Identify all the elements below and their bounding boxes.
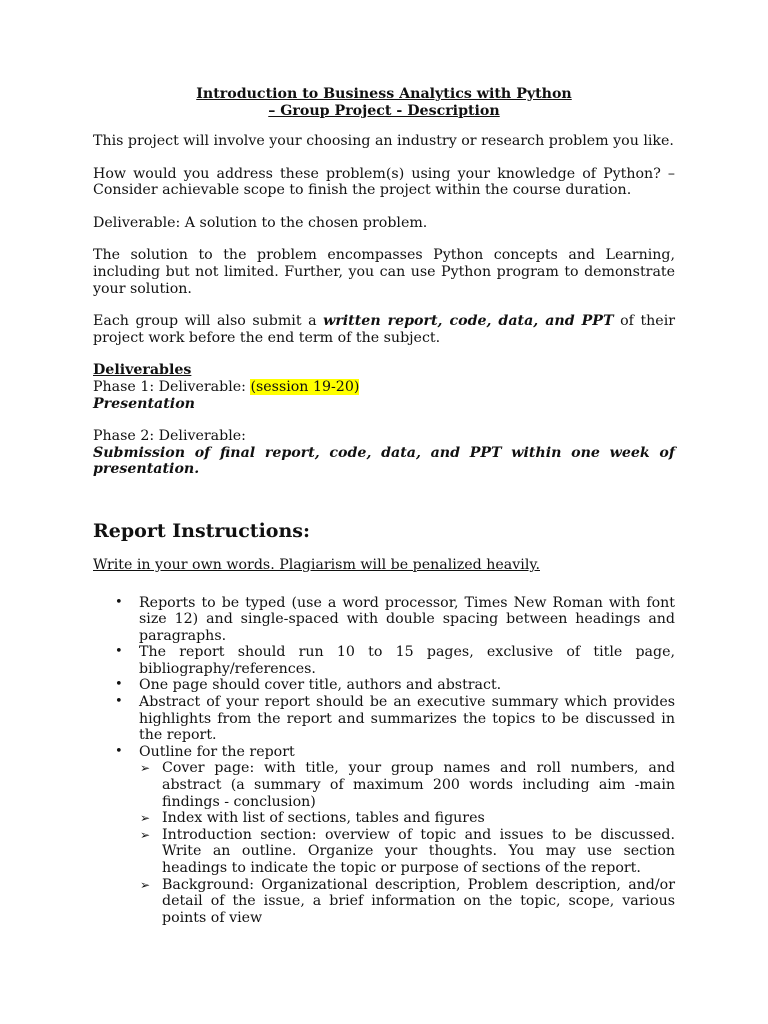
submission-prefix: Each group will also submit a (93, 313, 324, 330)
question-paragraph: How would you address these problem(s) using your knowledge of Python? – Consider achievable scope to finish the project within the course duration. (93, 165, 675, 199)
phase-2-section (93, 428, 675, 478)
title-line-1: Introduction to Business Analytics with Python (196, 86, 572, 102)
title-line-2: – Group Project - Description (268, 103, 500, 119)
submission-paragraph (93, 313, 675, 346)
bullet-icon: • (115, 644, 123, 660)
title-block (93, 86, 675, 120)
report-bullet-list (93, 595, 675, 927)
deliverables-section (93, 362, 675, 412)
list-item (115, 694, 675, 744)
deliverable-summary: Deliverable: A solution to the chosen problem. (93, 214, 428, 231)
submission-emphasis: written report, code, data, and PPT (323, 313, 614, 330)
solution-paragraph: The solution to the problem encompasses Python concepts and Learning, including but not limited. Further, you can use Python program to demonstrate your solution. (93, 247, 675, 297)
list-item (115, 644, 675, 677)
outline-item (140, 760, 675, 810)
outline-text: Background: Organizational description, Problem description, and/or detail of the issue, a brief information on the topic, scope, various points of view (162, 876, 675, 926)
outline-text: Index with list of sections, tables and figures (162, 810, 485, 827)
outline-item (140, 876, 675, 927)
bullet-text: Reports to be typed (use a word processor, Times New Roman with font size 12) and single-spaced with double spacing between headings and paragraphs. (139, 594, 675, 644)
phase-1-session: (session 19-20) (250, 378, 360, 395)
bullet-text: One page should cover title, authors and abstract. (139, 677, 502, 694)
phase-1-line (93, 379, 675, 396)
submission-suffix: of their project work before the end term of the subject. (93, 313, 676, 346)
report-instructions-heading: Report Instructions: (93, 519, 310, 542)
bullet-text: The report should run 10 to 15 pages, exclusive of title page, bibliography/references. (139, 644, 675, 677)
phase-2-item: Submission of final report, code, data, and PPT within one week of presentation. (93, 444, 675, 478)
list-item (115, 594, 675, 645)
arrow-bullet-icon: ➢ (140, 877, 151, 892)
arrow-bullet-icon: ➢ (140, 811, 151, 826)
bullet-icon: • (115, 743, 123, 759)
bullet-icon: • (115, 694, 123, 710)
phase-1-item: Presentation (93, 395, 195, 412)
phase-2-label: Phase 2: Deliverable: (93, 428, 246, 445)
outline-sub-list (139, 760, 675, 926)
outline-item (140, 810, 675, 827)
bullet-icon: • (115, 677, 123, 693)
arrow-bullet-icon: ➢ (140, 827, 151, 842)
plagiarism-warning: Write in your own words. Plagiarism will be penalized heavily. (93, 556, 540, 573)
intro-paragraph: This project will involve your choosing an industry or research problem you like. (93, 133, 674, 149)
outline-text: Introduction section: overview of topic and issues to be discussed. Write an outline. Organize your thoughts. You may use section headings to indicate the topic or purpose of sections of the report. (162, 826, 675, 876)
phase-1-label: Phase 1: Deliverable: (93, 378, 251, 395)
outline-item (140, 826, 675, 877)
list-item (115, 743, 675, 927)
bullet-icon: • (115, 594, 123, 610)
arrow-bullet-icon: ➢ (140, 761, 151, 776)
deliverables-heading: Deliverables (93, 362, 192, 379)
bullet-text: Abstract of your report should be an executive summary which provides highlights from the report and summarizes the topics to be discussed in the report. (139, 694, 675, 744)
list-item (115, 677, 675, 694)
bullet-text: Outline for the report (139, 743, 295, 760)
outline-text: Cover page: with title, your group names and roll numbers, and abstract (a summary of maximum 200 words including aim -main findings - conclusion) (162, 760, 675, 810)
